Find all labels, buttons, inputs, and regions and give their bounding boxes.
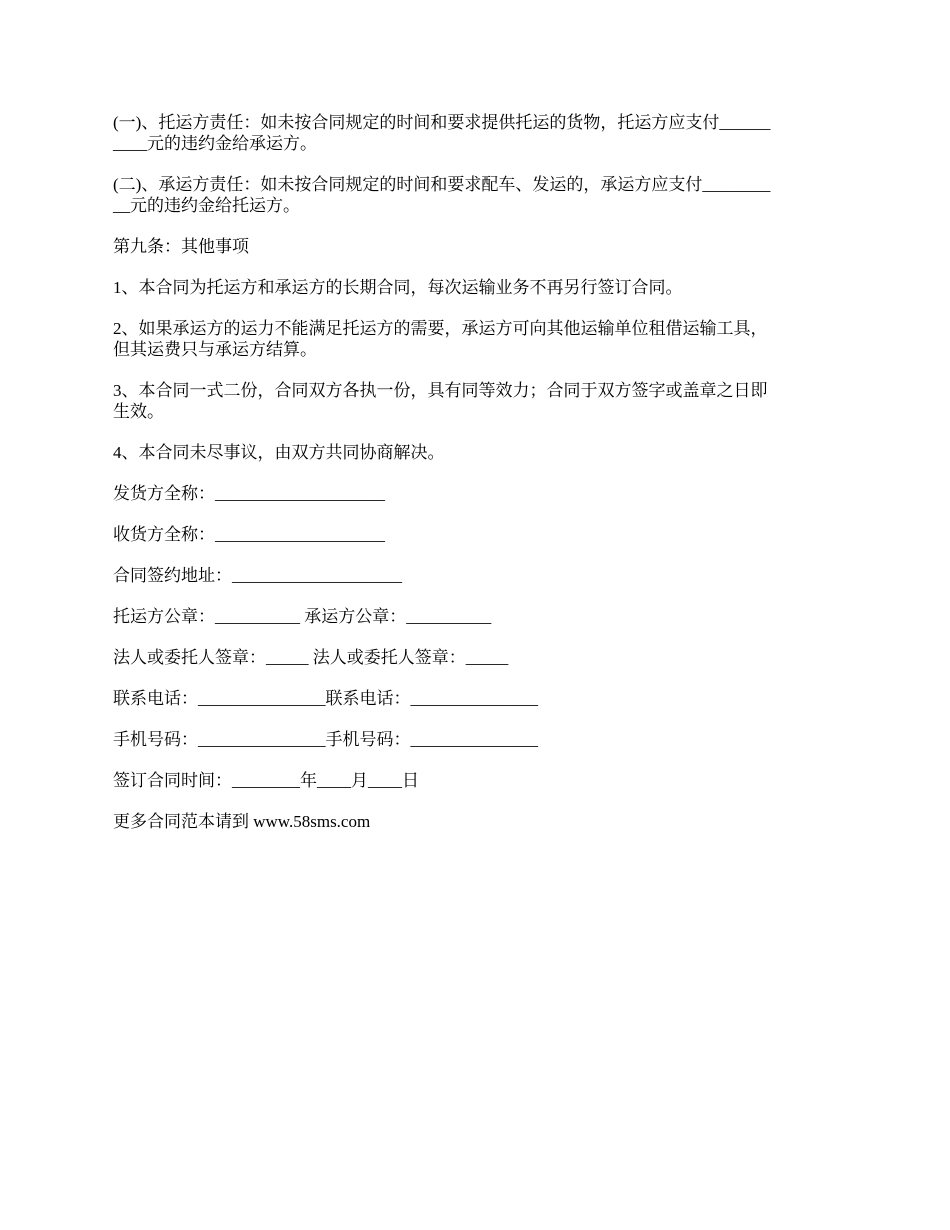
other-item-1: 1、本合同为托运方和承运方的长期合同，每次运输业务不再另行签订合同。 [113, 278, 683, 297]
other-item-3: 3、本合同一式二份，合同双方各执一份，具有同等效力；合同于双方签字或盖章之日即 生效。 [113, 381, 768, 421]
other-item-2: 2、如果承运方的运力不能满足托运方的需要，承运方可向其他运输单位租借运输工具， 但其运费只与承运方结算。 [113, 319, 768, 359]
footer-website-note: 更多合同范本请到 www.58sms.com [113, 812, 371, 831]
article-nine-heading: 第九条：其他事项 [113, 237, 249, 256]
representative-signature-line: 法人或委托人签章：_____ 法人或委托人签章：_____ [113, 648, 509, 667]
receiver-name-line: 收货方全称：____________________ [113, 525, 385, 544]
sender-name-line: 发货方全称：____________________ [113, 484, 385, 503]
signing-address-line: 合同签约地址：____________________ [113, 566, 402, 585]
clause-shipper-liability: (一)、托运方责任：如未按合同规定的时间和要求提供托运的货物，托运方应支付______ ____元的违约金给承运方。 [113, 113, 771, 153]
official-seal-line: 托运方公章：__________ 承运方公章：__________ [113, 607, 492, 626]
contact-phone-line: 联系电话：_______________联系电话：_______________ [113, 689, 538, 708]
other-item-4: 4、本合同未尽事议，由双方共同协商解决。 [113, 443, 445, 462]
clause-carrier-liability: (二)、承运方责任：如未按合同规定的时间和要求配车、发运的，承运方应支付________ __元的违约金给托运方。 [113, 175, 771, 215]
document-page [113, 112, 838, 852]
mobile-number-line: 手机号码：_______________手机号码：_______________ [113, 730, 538, 749]
signing-date-line: 签订合同时间：________年____月____日 [113, 771, 419, 790]
